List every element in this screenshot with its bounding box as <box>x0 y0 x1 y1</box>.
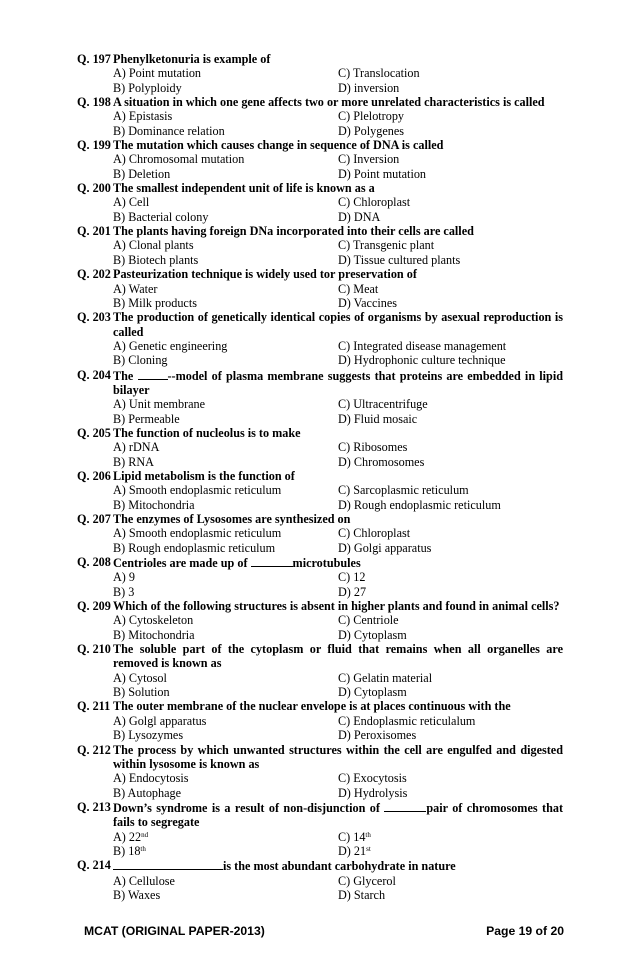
option-c: C) Meat <box>338 281 379 296</box>
question-text: The production of genetically identical copies of organisms by asexual reproduction is called <box>113 310 563 339</box>
option-b: B) Waxes <box>113 887 161 902</box>
option-a: A) Cellulose <box>113 873 175 888</box>
question-208 <box>77 555 563 599</box>
option-c: C) Plelotropy <box>338 109 405 124</box>
answer-blank <box>251 555 293 567</box>
option-grid <box>113 714 563 743</box>
option-b: B) Dominance relation <box>113 123 225 138</box>
option-d: D) Fluid mosaic <box>338 411 418 426</box>
option-a: A) Unit membrane <box>113 397 206 412</box>
question-text-before: Down’s syndrome is a result of non-disjunction of <box>113 800 385 815</box>
option-c: C) Gelatin material <box>338 670 433 685</box>
option-grid <box>113 66 563 95</box>
option-d: D) Golgi apparatus <box>338 540 432 555</box>
option-c: C) Integrated disease management <box>338 338 507 353</box>
question-number: Q. 197 <box>77 52 111 66</box>
option-grid <box>113 570 563 599</box>
question-text: Which of the following structures is absent in higher plants and found in animal cells? <box>113 599 560 614</box>
question-text <box>113 555 563 570</box>
question-number: Q. 211 <box>77 699 111 714</box>
question-200 <box>77 181 563 224</box>
question-211 <box>77 699 563 742</box>
option-a: A) rDNA <box>113 440 160 455</box>
option-a: A) 22nd <box>113 829 149 844</box>
option-d: D) Tissue cultured plants <box>338 252 461 267</box>
question-207 <box>77 512 563 555</box>
option-b: B) 3 <box>113 584 135 599</box>
question-text: The enzymes of Lysosomes are synthesized on <box>113 512 351 526</box>
option-grid <box>113 195 563 224</box>
option-grid <box>113 238 563 267</box>
option-b: B) Cloning <box>113 353 168 368</box>
question-text-after: --model of plasma membrane suggests that proteins are embedded in lipid bilayer <box>113 368 563 397</box>
question-210 <box>77 642 563 699</box>
question-number: Q. 206 <box>77 468 111 483</box>
option-b: B) Mitochondria <box>113 627 195 642</box>
option-b: B) Lysozymes <box>113 728 184 743</box>
option-b: B) 18th <box>113 843 146 858</box>
option-grid <box>113 771 563 800</box>
option-a: A) Cell <box>113 195 150 210</box>
question-text: A situation in which one gene affects two or more unrelated characteristics is called <box>113 95 545 110</box>
question-text: Pasteurization technique is widely used tor preservation of <box>113 267 417 282</box>
option-c: C) Translocation <box>338 66 420 81</box>
question-text: The plants having foreign DNa incorporated into their cells are called <box>113 224 474 239</box>
question-number: Q. 201 <box>77 224 111 239</box>
question-214 <box>77 858 563 902</box>
question-text: Lipid metabolism is the function of <box>113 468 295 483</box>
answer-blank <box>113 858 223 870</box>
question-198 <box>77 95 563 138</box>
option-a: A) Smooth endoplasmic reticulum <box>113 526 282 541</box>
option-grid <box>113 339 563 368</box>
option-c: C) Centriole <box>338 613 399 628</box>
question-number: Q. 214 <box>77 858 111 873</box>
option-d: D) Hydrolysis <box>338 785 408 800</box>
question-number: Q. 203 <box>77 310 111 325</box>
option-grid <box>113 152 563 181</box>
question-text-before: Centrioles are made up of <box>113 556 251 571</box>
page-footer <box>84 924 564 938</box>
question-199 <box>77 138 563 181</box>
question-text <box>113 800 563 830</box>
question-text-before: The <box>113 368 138 383</box>
option-c: C) Exocytosis <box>338 771 407 786</box>
question-number: Q. 213 <box>77 799 111 814</box>
option-d: D) 27 <box>338 584 367 599</box>
option-b: B) RNA <box>113 454 154 469</box>
option-d: D) 21st <box>338 843 371 858</box>
option-d: D) Chromosomes <box>338 454 425 469</box>
option-b: B) Polyploidy <box>113 80 182 95</box>
option-b: B) Deletion <box>113 166 171 181</box>
question-text: The smallest independent unit of life is known as a <box>113 181 375 196</box>
option-d: D) Polygenes <box>338 123 405 138</box>
answer-blank <box>138 368 168 380</box>
question-text: The outer membrane of the nuclear envelope is at places continuous with the <box>113 699 511 714</box>
option-grid <box>113 526 563 555</box>
option-d: D) inversion <box>338 80 400 95</box>
option-a: A) Golgl apparatus <box>113 713 207 728</box>
question-text: The soluble part of the cytoplasm or fluid that remains when all organelles are removed is known as <box>113 642 563 671</box>
question-number: Q. 198 <box>77 95 111 110</box>
question-206 <box>77 469 563 512</box>
option-a: A) Genetic engineering <box>113 338 228 353</box>
option-d: D) Point mutation <box>338 166 427 181</box>
question-number: Q. 210 <box>77 642 111 657</box>
option-d: D) Peroxisomes <box>338 728 417 743</box>
question-text: The function of nucleolus is to make <box>113 425 301 440</box>
question-text: The mutation which causes change in sequence of DNA is called <box>113 138 444 153</box>
option-a: A) Cytosol <box>113 670 167 685</box>
question-number: Q. 200 <box>77 181 111 196</box>
option-a: A) 9 <box>113 570 136 585</box>
option-c: C) 12 <box>338 570 366 585</box>
question-number: Q. 207 <box>77 512 111 526</box>
option-d: D) Vaccines <box>338 295 397 310</box>
question-number: Q. 208 <box>77 555 111 570</box>
option-grid <box>113 830 563 859</box>
option-a: A) Water <box>113 281 158 296</box>
option-grid <box>113 874 563 903</box>
option-d: D) Hydrophonic culture technique <box>338 353 506 368</box>
question-209 <box>77 599 563 642</box>
question-number: Q. 212 <box>77 742 111 757</box>
question-number: Q. 209 <box>77 599 111 614</box>
option-c: C) Inversion <box>338 152 400 167</box>
option-b: B) Permeable <box>113 411 180 426</box>
option-grid <box>113 440 563 469</box>
option-a: A) Chromosomal mutation <box>113 152 245 167</box>
option-grid <box>113 483 563 512</box>
option-grid <box>113 671 563 700</box>
question-text-after: is the most abundant carbohydrate in nature <box>223 859 456 874</box>
footer-page-number: Page 19 of 20 <box>486 924 564 938</box>
option-a: A) Smooth endoplasmic reticulum <box>113 483 282 498</box>
option-c: C) Ultracentrifuge <box>338 397 428 412</box>
question-number: Q. 205 <box>77 425 111 440</box>
option-c: C) Chloroplast <box>338 526 411 541</box>
option-grid <box>113 282 563 311</box>
option-a: A) Clonal plants <box>113 238 194 253</box>
question-201 <box>77 224 563 267</box>
option-b: B) Bacterial colony <box>113 209 209 224</box>
option-b: B) Biotech plants <box>113 252 199 267</box>
question-number: Q. 202 <box>77 267 111 282</box>
option-b: B) Mitochondria <box>113 497 195 512</box>
option-grid <box>113 397 563 426</box>
option-b: B) Solution <box>113 685 170 700</box>
option-b: B) Milk products <box>113 295 197 310</box>
question-197 <box>77 52 563 95</box>
question-text-after: microtubules <box>292 556 361 571</box>
option-d: D) Starch <box>338 887 386 902</box>
option-c: C) Ribosomes <box>338 440 408 455</box>
question-number: Q. 204 <box>77 367 111 382</box>
option-a: A) Endocytosis <box>113 771 189 786</box>
option-a: A) Cytoskeleton <box>113 613 194 628</box>
option-d: D) Cytoplasm <box>338 685 407 700</box>
option-c: C) Sarcoplasmic reticulum <box>338 483 469 498</box>
question-text: The process by which unwanted structures within the cell are engulfed and digested within lysosome is known as <box>113 742 563 771</box>
option-c: C) Glycerol <box>338 873 396 888</box>
question-number: Q. 199 <box>77 138 111 153</box>
question-202 <box>77 267 563 310</box>
question-text-after: pair of chromosomes that fails to segregate <box>113 800 563 830</box>
question-205 <box>77 426 563 469</box>
question-204 <box>77 368 563 426</box>
question-list <box>77 52 563 902</box>
option-d: D) DNA <box>338 209 381 224</box>
option-a: A) Epistasis <box>113 109 173 124</box>
option-c: C) Endoplasmic reticulalum <box>338 713 476 728</box>
question-203 <box>77 310 563 367</box>
option-c: C) Chloroplast <box>338 195 411 210</box>
option-c: C) 14th <box>338 829 371 844</box>
option-d: D) Rough endoplasmic reticulum <box>338 497 501 512</box>
question-text: Phenylketonuria is example of <box>113 52 271 66</box>
question-text <box>113 368 563 398</box>
option-d: D) Cytoplasm <box>338 627 407 642</box>
option-grid <box>113 613 563 642</box>
question-212 <box>77 743 563 800</box>
option-a: A) Point mutation <box>113 66 202 81</box>
question-213 <box>77 800 563 858</box>
option-b: B) Autophage <box>113 785 182 800</box>
question-text <box>113 858 563 873</box>
option-b: B) Rough endoplasmic reticulum <box>113 540 276 555</box>
option-grid <box>113 109 563 138</box>
answer-blank <box>384 800 426 812</box>
footer-paper-title: MCAT (ORIGINAL PAPER-2013) <box>84 924 265 938</box>
option-c: C) Transgenic plant <box>338 238 435 253</box>
